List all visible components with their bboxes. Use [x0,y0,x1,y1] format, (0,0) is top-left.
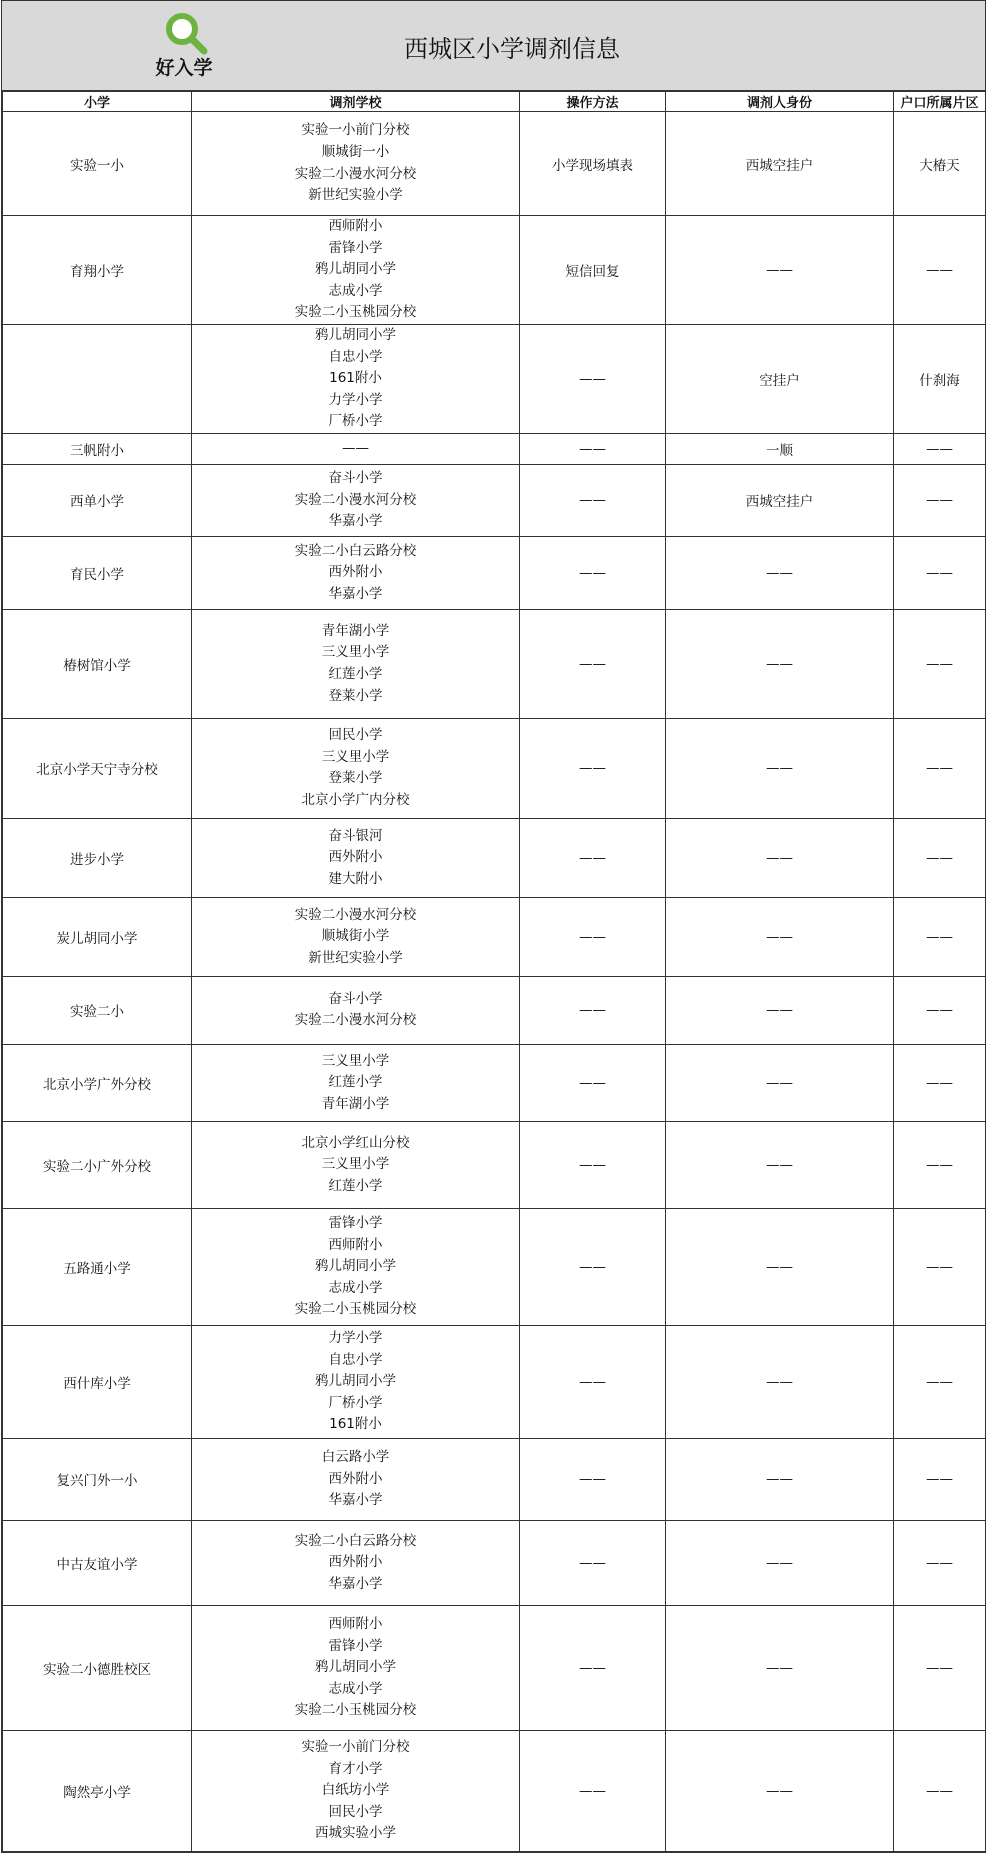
target-school: 实验二小玉桃园分校 [294,1702,417,1719]
school-cell: 实验一小 [3,112,192,216]
school-cell: 炭儿胡同小学 [3,897,192,976]
district-cell: —— [894,1044,986,1121]
identity-cell: —— [666,1044,894,1121]
method-cell: —— [520,324,666,433]
target-school: 奋斗小学 [328,990,383,1007]
district-cell: —— [894,536,986,609]
target-schools-cell [192,536,520,609]
table-row [3,1208,986,1325]
column-header-method: 操作方法 [520,92,666,112]
target-school: 顺城街小学 [321,928,390,945]
target-schools-cell [192,1044,520,1121]
identity-cell: —— [666,1121,894,1208]
target-school: 实验二小漫水河分校 [294,1012,417,1029]
target-schools-cell [192,976,520,1044]
target-school: 红莲小学 [328,1074,383,1091]
method-cell: —— [520,1208,666,1325]
target-school: 实验二小白云路分校 [294,542,417,559]
school-cell: 进步小学 [3,818,192,897]
target-school: 实验二小漫水河分校 [294,906,417,923]
method-cell: —— [520,1121,666,1208]
target-schools-cell [192,818,520,897]
target-school: 回民小学 [328,1803,383,1820]
target-school: 西师附小 [328,1615,383,1632]
school-cell: 中古友谊小学 [3,1520,192,1605]
method-cell: —— [520,433,666,464]
table-row [3,112,986,216]
target-schools-cell [192,897,520,976]
target-school: 西外附小 [328,1470,383,1487]
school-cell: 三帆附小 [3,433,192,464]
identity-cell: —— [666,1208,894,1325]
method-cell: 小学现场填表 [520,112,666,216]
district-cell: —— [894,609,986,718]
table-row [3,1730,986,1851]
school-cell: 陶然亭小学 [3,1730,192,1851]
method-cell: —— [520,718,666,818]
identity-cell: —— [666,1438,894,1520]
district-cell: —— [894,818,986,897]
table-row [3,1044,986,1121]
table-row [3,897,986,976]
method-cell: —— [520,818,666,897]
target-school: 新世纪实验小学 [308,949,403,966]
school-cell: 实验二小广外分校 [3,1121,192,1208]
identity-cell: —— [666,897,894,976]
target-school: 鸦儿胡同小学 [315,1373,396,1390]
district-cell: —— [894,897,986,976]
target-schools-cell [192,1730,520,1851]
target-school: 雷锋小学 [328,239,383,256]
target-school: 登莱小学 [328,687,383,704]
identity-cell: 空挂户 [666,324,894,433]
column-header-identity: 调剂人身份 [666,92,894,112]
target-school: 新世纪实验小学 [308,187,403,204]
target-school: 建大附小 [328,870,383,887]
table-row [3,818,986,897]
school-cell: 五路通小学 [3,1208,192,1325]
district-cell: —— [894,976,986,1044]
target-school: 三义里小学 [321,748,390,765]
target-schools-cell [192,112,520,216]
identity-cell: —— [666,1520,894,1605]
identity-cell: —— [666,216,894,325]
method-cell: —— [520,1730,666,1851]
target-school: 志成小学 [328,1279,383,1296]
target-school: 奋斗小学 [328,470,383,487]
target-school: 鸦儿胡同小学 [315,261,396,278]
school-cell: 椿树馆小学 [3,609,192,718]
target-school: 鸦儿胡同小学 [315,1258,396,1275]
target-school: 红莲小学 [328,665,383,682]
target-school: 奋斗银河 [328,827,383,844]
school-cell: 实验二小 [3,976,192,1044]
school-cell: 西单小学 [3,464,192,536]
target-school: 白云路小学 [321,1449,390,1466]
target-school: 顺城街一小 [321,143,390,160]
target-school: 华嘉小学 [328,1575,383,1592]
target-school: 华嘉小学 [328,1492,383,1509]
target-school: —— [342,440,369,457]
method-cell: —— [520,897,666,976]
table-row [3,718,986,818]
table-row [3,324,986,433]
target-schools-cell [192,1520,520,1605]
target-school: 青年湖小学 [321,622,390,639]
target-school: 实验二小漫水河分校 [294,165,417,182]
target-school: 雷锋小学 [328,1214,383,1231]
identity-cell: —— [666,1325,894,1438]
target-schools-cell [192,1605,520,1730]
district-cell: —— [894,433,986,464]
target-school: 鸦儿胡同小学 [315,326,396,343]
school-cell [3,324,192,433]
table-row [3,216,986,325]
column-header-school: 小学 [3,92,192,112]
target-school: 青年湖小学 [321,1095,390,1112]
target-school: 厂桥小学 [328,413,383,430]
column-header-target-schools: 调剂学校 [192,92,520,112]
district-cell: —— [894,718,986,818]
identity-cell: 一顺 [666,433,894,464]
table-row [3,536,986,609]
school-cell: 复兴门外一小 [3,1438,192,1520]
target-school: 西外附小 [328,849,383,866]
logo-text: 好入学 [155,57,213,79]
target-schools-cell [192,1325,520,1438]
header-row [3,92,986,112]
method-cell: —— [520,609,666,718]
method-cell: —— [520,1438,666,1520]
identity-cell: —— [666,609,894,718]
target-schools-cell [192,1438,520,1520]
target-schools-cell [192,433,520,464]
logo [152,11,216,81]
target-school: 自忠小学 [328,1351,383,1368]
target-school: 鸦儿胡同小学 [315,1659,396,1676]
target-school: 回民小学 [328,727,383,744]
table-row [3,976,986,1044]
table-row [3,1438,986,1520]
method-cell: —— [520,536,666,609]
district-cell: —— [894,1730,986,1851]
district-cell: —— [894,464,986,536]
target-school: 北京小学广内分校 [301,792,410,809]
target-school: 西师附小 [328,218,383,234]
table-row [3,1121,986,1208]
target-school: 实验二小玉桃园分校 [294,1301,417,1318]
table-row [3,1325,986,1438]
target-school: 西外附小 [328,1554,383,1571]
target-schools-cell [192,464,520,536]
target-school: 红莲小学 [328,1177,383,1194]
target-school: 161附小 [329,370,382,387]
table-row [3,1605,986,1730]
target-school: 三义里小学 [321,644,390,661]
district-cell: —— [894,1520,986,1605]
target-school: 华嘉小学 [328,585,383,602]
target-school: 北京小学红山分校 [301,1134,410,1151]
method-cell: —— [520,464,666,536]
target-school: 华嘉小学 [328,513,383,530]
target-school: 三义里小学 [321,1156,390,1173]
target-schools-cell [192,324,520,433]
target-schools-cell [192,609,520,718]
method-cell: —— [520,976,666,1044]
district-cell: —— [894,216,986,325]
target-school: 白纸坊小学 [321,1782,390,1799]
identity-cell: —— [666,1605,894,1730]
method-cell: —— [520,1520,666,1605]
column-header-district: 户口所属片区 [894,92,986,112]
district-cell: 大椿天 [894,112,986,216]
target-school: 雷锋小学 [328,1637,383,1654]
target-school: 三义里小学 [321,1052,390,1069]
table-row [3,464,986,536]
table-row [3,1520,986,1605]
identity-cell: —— [666,1730,894,1851]
target-school: 实验二小白云路分校 [294,1532,417,1549]
school-cell: 北京小学天宁寺分校 [3,718,192,818]
district-cell: —— [894,1208,986,1325]
identity-cell: —— [666,718,894,818]
district-cell: —— [894,1121,986,1208]
spreadsheet [1,0,986,1853]
target-school: 力学小学 [328,391,383,408]
target-school: 志成小学 [328,1680,383,1697]
target-schools-cell [192,216,520,325]
method-cell: —— [520,1605,666,1730]
magnifier-icon [162,11,208,57]
target-schools-cell [192,1208,520,1325]
target-school: 西外附小 [328,564,383,581]
identity-cell: 西城空挂户 [666,112,894,216]
identity-cell: 西城空挂户 [666,464,894,536]
district-cell: —— [894,1325,986,1438]
identity-cell: —— [666,818,894,897]
target-school: 实验二小漫水河分校 [294,491,417,508]
district-cell: —— [894,1438,986,1520]
adjustment-table [2,91,986,1852]
target-school: 厂桥小学 [328,1394,383,1411]
target-schools-cell [192,1121,520,1208]
table-body [3,112,986,1852]
target-schools-cell [192,718,520,818]
school-cell: 育翔小学 [3,216,192,325]
school-cell: 北京小学广外分校 [3,1044,192,1121]
target-school: 西师附小 [328,1236,383,1253]
target-school: 西城实验小学 [315,1825,396,1842]
target-school: 育才小学 [328,1760,383,1777]
target-school: 志成小学 [328,282,383,299]
method-cell: 短信回复 [520,216,666,325]
school-cell: 实验二小德胜校区 [3,1605,192,1730]
target-school: 自忠小学 [328,348,383,365]
page-title: 西城区小学调剂信息 [404,35,620,63]
school-cell: 育民小学 [3,536,192,609]
district-cell: —— [894,1605,986,1730]
method-cell: —— [520,1325,666,1438]
target-school: 力学小学 [328,1329,383,1346]
district-cell: 什刹海 [894,324,986,433]
identity-cell: —— [666,976,894,1044]
identity-cell: —— [666,536,894,609]
target-school: 实验二小玉桃园分校 [294,304,417,321]
target-school: 161附小 [329,1416,382,1433]
target-school: 实验一小前门分校 [301,1738,410,1755]
title-banner [2,1,985,91]
target-school: 登莱小学 [328,770,383,787]
target-school: 实验一小前门分校 [301,122,410,139]
table-row [3,609,986,718]
table-row [3,433,986,464]
school-cell: 西什库小学 [3,1325,192,1438]
method-cell: —— [520,1044,666,1121]
